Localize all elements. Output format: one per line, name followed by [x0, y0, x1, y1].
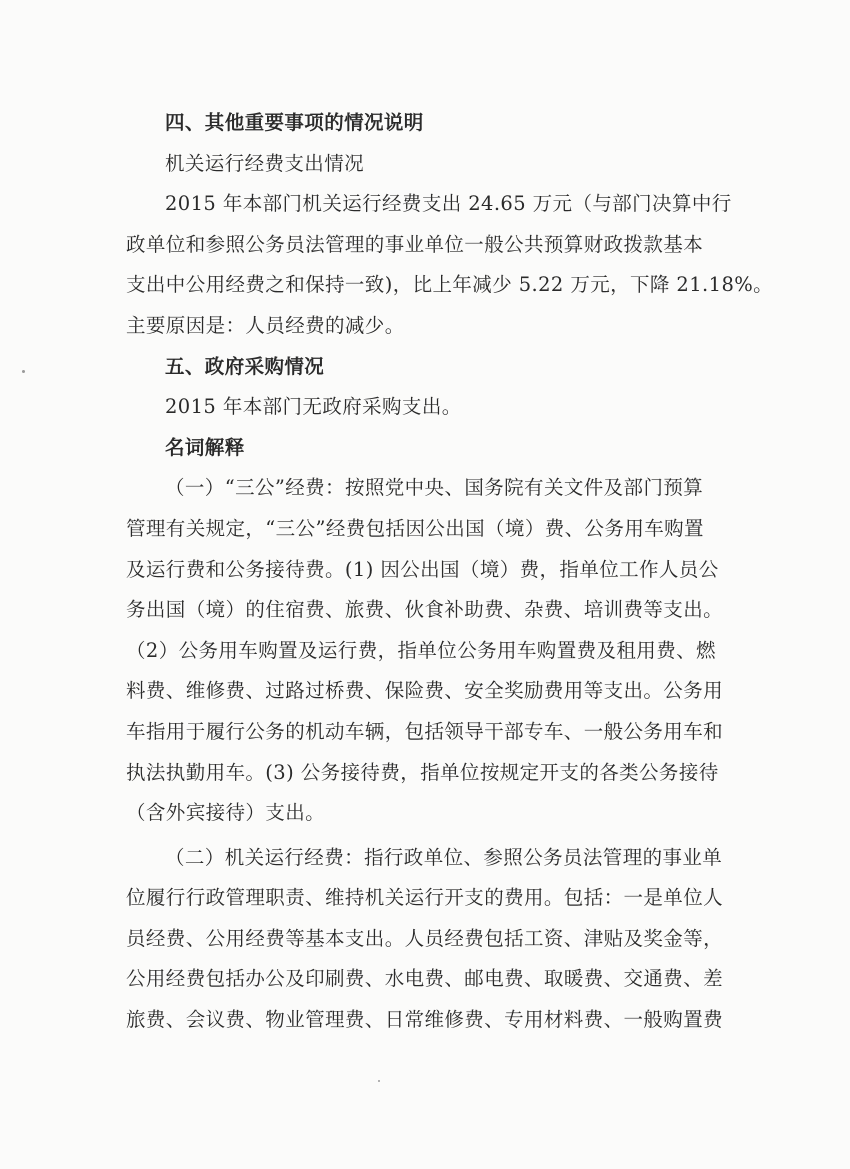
- glossary-item2-line-5: 旅费、会议费、物业管理费、日常维修费、专用材料费、一般购置费: [126, 1008, 724, 1032]
- glossary-item1-line-7: 车指用于履行公务的机动车辆，包括领导干部专车、一般公务用车和: [126, 719, 724, 743]
- glossary-item2-line-1: （二）机关运行经费：指行政单位、参照公务员法管理的事业单: [165, 845, 723, 869]
- glossary-item1-line-6: 料费、维修费、过路过桥费、保险费、安全奖励费用等支出。公务用: [126, 679, 724, 703]
- section4-line-1: 2015 年本部门机关运行经费支出 24.65 万元（与部门决算中行: [165, 192, 732, 216]
- glossary-item2-line-3: 员经费、公用经费等基本支出。人员经费包括工资、津贴及奖金等，: [126, 926, 724, 950]
- section4-line-2: 政单位和参照公务员法管理的事业单位一般公共预算财政拨款基本: [126, 232, 704, 256]
- glossary-item1-line-3: 及运行费和公务接待费。(1) 因公出国（境）费，指单位工作人员公: [126, 557, 719, 581]
- scan-speck: [378, 1080, 380, 1082]
- section4-subheading: 机关运行经费支出情况: [165, 151, 365, 175]
- section4-heading: 四、其他重要事项的情况说明: [165, 111, 424, 134]
- glossary-heading: 名词解释: [165, 435, 245, 459]
- section4-line-3: 支出中公用经费之和保持一致)，比上年减少 5.22 万元，下降 21.18%。: [126, 273, 774, 297]
- glossary-item1-line-2: 管理有关规定，“三公”经费包括因公出国（境）费、公务用车购置: [126, 516, 704, 540]
- scan-speck: [22, 370, 25, 373]
- section5-line: 2015 年本部门无政府采购支出。: [165, 395, 462, 419]
- glossary-item2-line-2: 位履行行政管理职责、维持机关运行开支的费用。包括：一是单位人: [126, 886, 724, 910]
- section5-heading: 五、政府采购情况: [165, 354, 325, 378]
- section4-line-4: 主要原因是：人员经费的减少。: [126, 313, 405, 337]
- glossary-item1-line-4: 务出国（境）的住宿费、旅费、伙食补助费、杂费、培训费等支出。: [126, 598, 724, 622]
- glossary-item1-line-5: （2）公务用车购置及运行费，指单位公务用车购置费及租用费、燃: [126, 638, 716, 662]
- document-body: [126, 103, 774, 1041]
- glossary-item1-line-8: 执法执勤用车。(3) 公务接待费，指单位按规定开支的各类公务接待: [126, 760, 719, 784]
- glossary-item1-line-1: （一）“三公”经费：按照党中央、国务院有关文件及部门预算: [165, 476, 704, 500]
- glossary-item2-line-4: 公用经费包括办公及印刷费、水电费、邮电费、取暖费、交通费、差: [126, 967, 724, 991]
- glossary-item1-line-9: （含外宾接待）支出。: [126, 801, 326, 825]
